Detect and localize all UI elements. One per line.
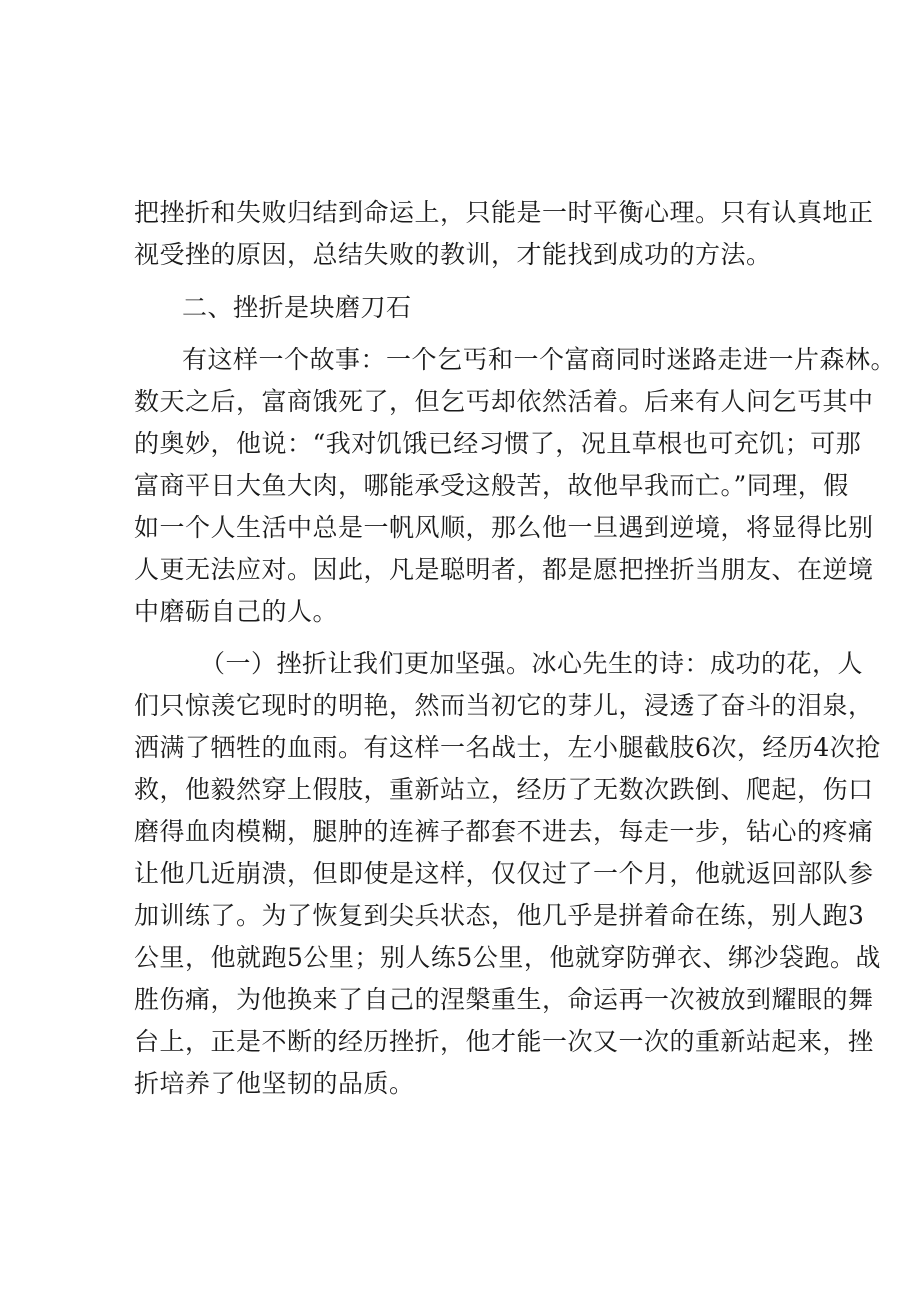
paragraph-3-line-5: 磨得血肉模糊，腿肿的连裤子都套不进去，每走一步，钻心的疼痛 — [134, 817, 874, 846]
section-heading: 二、挫折是块磨刀石 — [182, 293, 412, 322]
paragraph-1-line-1: 把挫折和失败归结到命运上，只能是一时平衡心理。只有认真地正 — [134, 198, 874, 227]
paragraph-3-line-11: 折培养了他坚韧的品质。 — [134, 1069, 415, 1098]
paragraph-3-line-1: （一）挫折让我们更加坚强。冰心先生的诗：成功的花，人 — [200, 649, 864, 678]
paragraph-3-line-8: 公里，他就跑5公里；别人练5公里，他就穿防弹衣、绑沙袋跑。战 — [134, 943, 881, 972]
paragraph-3-line-9: 胜伤痛，为他换来了自己的涅槃重生，命运再一次被放到耀眼的舞 — [134, 985, 874, 1014]
paragraph-2-line-1: 有这样一个故事：一个乞丐和一个富商同时迷路走进一片森林。 — [182, 345, 897, 374]
paragraph-2-line-4: 富商平日大鱼大肉，哪能承受这般苦，故他早我而亡。”同理，假 — [134, 471, 849, 500]
paragraph-3-line-4: 救，他毅然穿上假肢，重新站立，经历了无数次跌倒、爬起，伤口 — [134, 775, 874, 804]
paragraph-2-line-2: 数天之后，富商饿死了，但乞丐却依然活着。后来有人问乞丐其中 — [134, 387, 874, 416]
paragraph-1-line-2: 视受挫的原因，总结失败的教训，才能找到成功的方法。 — [134, 240, 772, 269]
paragraph-2-line-6: 人更无法应对。因此，凡是聪明者，都是愿把挫折当朋友、在逆境 — [134, 555, 874, 584]
paragraph-2-line-7: 中磨砺自己的人。 — [134, 597, 339, 626]
paragraph-3-line-3: 洒满了牺牲的血雨。有这样一名战士，左小腿截肢6次，经历4次抢 — [134, 733, 881, 762]
paragraph-2-line-5: 如一个人生活中总是一帆风顺，那么他一旦遇到逆境，将显得比别 — [134, 513, 874, 542]
paragraph-3-line-6: 让他几近崩溃，但即使是这样，仅仅过了一个月，他就返回部队参 — [134, 859, 874, 888]
paragraph-3-line-10: 台上，正是不断的经历挫折，他才能一次又一次的重新站起来，挫 — [134, 1027, 874, 1056]
paragraph-2-line-3: 的奥妙，他说：“我对饥饿已经习惯了，况且草根也可充饥；可那 — [134, 429, 862, 458]
paragraph-3-line-2: 们只惊羡它现时的明艳，然而当初它的芽儿，浸透了奋斗的泪泉， — [134, 691, 874, 720]
paragraph-3-line-7: 加训练了。为了恢复到尖兵状态，他几乎是拼着命在练，别人跑3 — [134, 901, 865, 930]
